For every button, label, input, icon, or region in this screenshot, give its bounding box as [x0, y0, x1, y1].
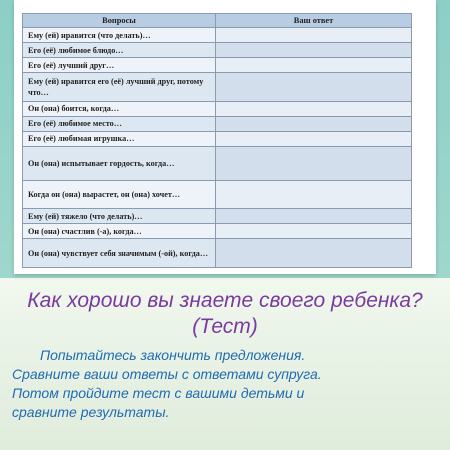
- answer-cell[interactable]: [216, 224, 412, 239]
- table-row: [23, 116, 412, 131]
- answer-cell[interactable]: [216, 58, 412, 73]
- table-row: [23, 209, 412, 224]
- page-subtitle: (Тест): [192, 315, 258, 338]
- table-row: [23, 224, 412, 239]
- question-cell: Он (она) счастлив (-а), когда…: [23, 224, 216, 239]
- page-title: Как хорошо вы знаете своего ребенка?: [27, 289, 423, 312]
- question-cell: Когда он (она) вырастет, он (она) хочет…: [23, 180, 216, 209]
- instruction-line: Потом пройдите тест с вашими детьми и: [12, 385, 305, 401]
- questionnaire-table: [22, 13, 412, 268]
- table-row: [23, 131, 412, 146]
- answer-cell[interactable]: [216, 146, 412, 180]
- table-row: [23, 73, 412, 102]
- question-cell: Его (её) любимое место…: [23, 116, 216, 131]
- answer-cell[interactable]: [216, 116, 412, 131]
- answer-cell[interactable]: [216, 43, 412, 58]
- question-cell: Ему (ей) тяжело (что делать)…: [23, 209, 216, 224]
- instruction-line: Попытайтесь закончить предложения.: [40, 347, 306, 363]
- question-cell: Ему (ей) нравится его (её) лучший друг, потому что…: [23, 73, 216, 102]
- header-your-answer: Ваш ответ: [216, 14, 412, 28]
- table-row: [23, 58, 412, 73]
- table-row: [23, 101, 412, 116]
- question-cell: Он (она) боится, когда…: [23, 101, 216, 116]
- answer-cell[interactable]: [216, 239, 412, 268]
- table-row: [23, 43, 412, 58]
- answer-cell[interactable]: [216, 131, 412, 146]
- instructions-text: [12, 346, 442, 422]
- question-cell: Он (она) чувствует себя значимым (-ой), когда…: [23, 239, 216, 268]
- question-cell: Он (она) испытывает гордость, когда…: [23, 146, 216, 180]
- answer-cell[interactable]: [216, 101, 412, 116]
- question-cell: Его (её) лучший друг…: [23, 58, 216, 73]
- table-row: [23, 239, 412, 268]
- answer-cell[interactable]: [216, 28, 412, 43]
- table-row: [23, 28, 412, 43]
- question-cell: Его (её) любимая игрушка…: [23, 131, 216, 146]
- table-row: [23, 180, 412, 209]
- table-header-row: [23, 14, 412, 28]
- answer-cell[interactable]: [216, 209, 412, 224]
- question-cell: Ему (ей) нравится (что делать)…: [23, 28, 216, 43]
- question-cell: Его (её) любимое блюдо…: [23, 43, 216, 58]
- instruction-line: сравните результаты.: [12, 404, 170, 420]
- table-row: [23, 146, 412, 180]
- header-questions: Вопросы: [23, 14, 216, 28]
- answer-cell[interactable]: [216, 180, 412, 209]
- instruction-line: Сравните ваши ответы с ответами супруга.: [12, 366, 322, 382]
- answer-cell[interactable]: [216, 73, 412, 102]
